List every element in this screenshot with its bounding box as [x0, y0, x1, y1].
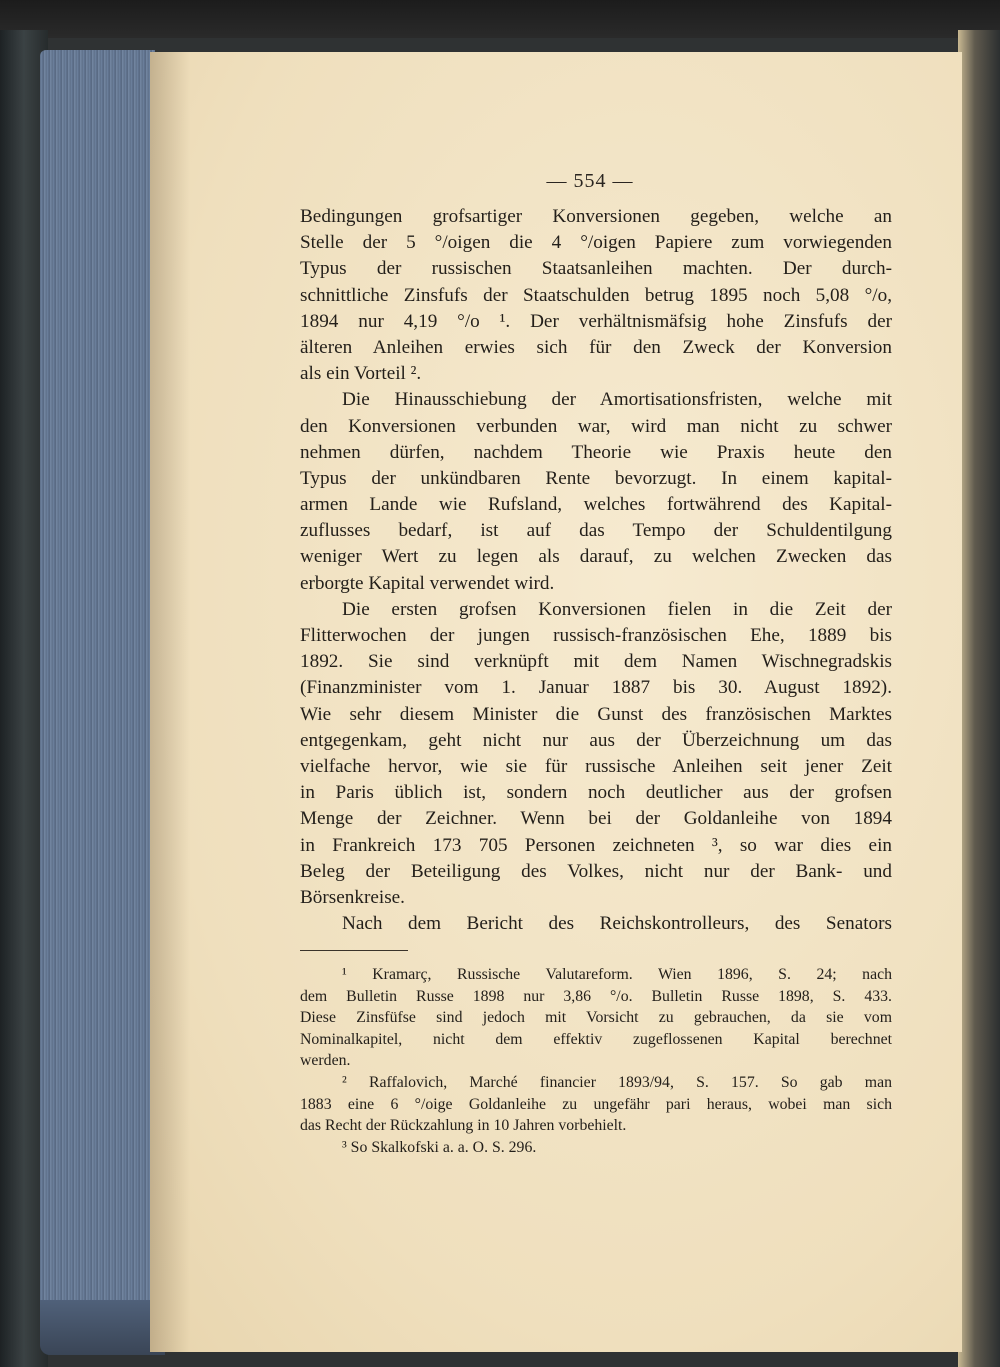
body-line: Wie sehr diesem Minister die Gunst des französischen Marktes	[300, 703, 892, 725]
body-line: Typus der unkündbaren Rente bevorzugt. In einem kapital-	[300, 467, 892, 489]
body-line: entgegenkam, geht nicht nur aus der Überzeichnung um das	[300, 729, 892, 751]
body-line: weniger Wert zu legen als darauf, zu welchen Zwecken das	[300, 546, 892, 568]
body-line: Menge der Zeichner. Wenn bei der Goldanleihe von 1894	[300, 808, 892, 830]
body-line: (Finanzminister vom 1. Januar 1887 bis 30. August 1892).	[300, 677, 892, 699]
top-shadow	[0, 0, 1000, 38]
body-line: Die ersten grofsen Konversionen fielen in die Zeit der	[342, 598, 892, 620]
body-text	[300, 204, 892, 937]
footnote-line: ² Raffalovich, Marché financier 1893/94, S. 157. So gab man	[342, 1073, 892, 1091]
gutter-shadow	[150, 52, 190, 1352]
body-line: Bedingungen grofsartiger Konversionen gegeben, welche an	[300, 206, 892, 227]
footnote-line: Nominalkapitel, nicht dem effektiv zugeflossenen Kapital berechnet	[300, 1030, 892, 1048]
body-line: Nach dem Bericht des Reichskontrolleurs, des Senators	[342, 913, 892, 935]
body-line: in Frankreich 173 705 Personen zeichneten ³, so war dies ein	[300, 834, 892, 856]
body-line: nehmen dürfen, nachdem Theorie wie Praxis heute den	[300, 441, 892, 463]
body-line: schnittliche Zinsfufs der Staatschulden betrug 1895 noch 5,08 °/o,	[300, 284, 892, 306]
footnote-line: ³ So Skalkofski a. a. O. S. 296.	[342, 1138, 537, 1156]
body-line: zuflusses bedarf, ist auf das Tempo der Schuldentilgung	[300, 520, 892, 542]
footnote-rule	[300, 950, 408, 951]
footnote-line: werden.	[300, 1052, 351, 1070]
footnotes	[300, 964, 892, 1158]
book-right-edge	[958, 30, 1000, 1367]
body-line: Die Hinausschiebung der Amortisationsfristen, welche mit	[342, 389, 892, 411]
page-edges-bottom	[40, 1300, 165, 1355]
footnote-line: das Recht der Rückzahlung in 10 Jahren vorbehielt.	[300, 1117, 627, 1135]
body-line: 1892. Sie sind verknüpft mit dem Namen Wischnegradskis	[300, 651, 892, 673]
body-line: armen Lande wie Rufsland, welches fortwährend des Kapital-	[300, 494, 892, 516]
body-line: Typus der russischen Staatsanleihen machten. Der durch-	[300, 258, 892, 280]
body-line: erborgte Kapital verwendet wird.	[300, 572, 555, 594]
body-line: als ein Vorteil ².	[300, 363, 422, 385]
body-line: Stelle der 5 °/oigen die 4 °/oigen Papiere zum vorwiegenden	[300, 232, 892, 254]
body-line: älteren Anleihen erwies sich für den Zweck der Konversion	[300, 336, 892, 358]
body-line: den Konversionen verbunden war, wird man nicht zu schwer	[300, 415, 892, 437]
footnote-line: 1883 eine 6 °/oige Goldanleihe zu ungefähr pari heraus, wobei man sich	[300, 1095, 892, 1113]
footnote-line: Diese Zinsfüfse sind jedoch mit Vorsicht zu gebrauchen, da sie vom	[300, 1009, 892, 1027]
body-line: 1894 nur 4,19 °/o ¹. Der verhältnismäfsig hohe Zinsfufs der	[300, 310, 892, 332]
body-line: Börsenkreise.	[300, 886, 405, 908]
body-line: Flitterwochen der jungen russisch-französischen Ehe, 1889 bis	[300, 625, 892, 646]
footnote-line: ¹ Kramarç, Russische Valutareform. Wien 1896, S. 24; nach	[342, 966, 892, 983]
body-line: in Paris üblich ist, sondern noch deutlicher aus der grofsen	[300, 782, 892, 804]
body-line: Beleg der Beteiligung des Volkes, nicht nur der Bank- und	[300, 860, 892, 882]
page-number: — 554 —	[546, 170, 634, 192]
page-edges	[40, 50, 155, 1350]
body-line: vielfache hervor, wie sie für russische Anleihen seit jener Zeit	[300, 755, 892, 777]
footnote-line: dem Bulletin Russe 1898 nur 3,86 °/o. Bulletin Russe 1898, S. 433.	[300, 987, 892, 1005]
